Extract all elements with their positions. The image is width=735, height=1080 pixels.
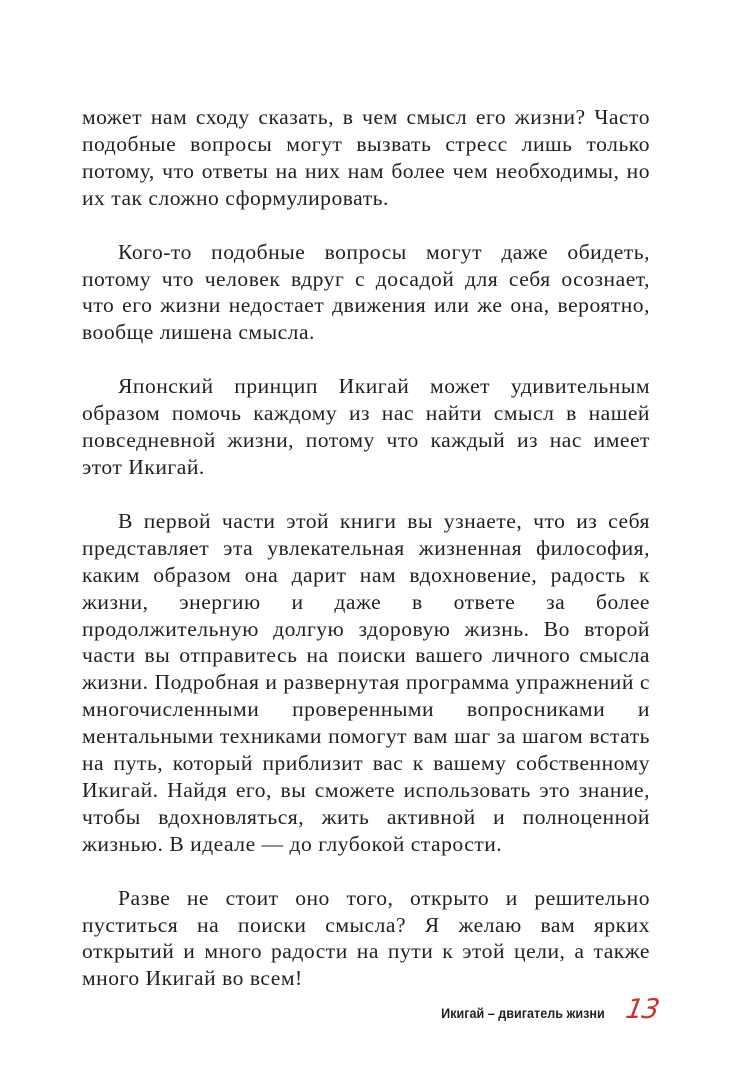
running-head: Икигай – двигатель жизни: [441, 1005, 605, 1021]
paragraph-5: Разве не стоит оно того, открыто и решительно пуститься на поиски смысла? Я желаю вам ярких открытий и много радости на пути к этой цели, а также много Икигай во всем!: [82, 885, 650, 991]
paragraph-1: может нам сходу сказать, в чем смысл его жизни? Часто подобные вопросы могут вызвать стресс лишь только потому, что ответы на них нам более чем необходимы, но их так сложно сформулировать.: [82, 105, 650, 210]
paragraph-2: Кого-то подобные вопросы могут даже обидеть, потому что человек вдруг с досадой для себя осознает, что его жизни недостает движения или же она, вероятно, вообще лишена смысла.: [82, 239, 650, 345]
body-text: [82, 104, 650, 1019]
page-number: 13: [623, 994, 662, 1025]
paragraph-4: В первой части этой книги вы узнаете, что из себя представляет эта увлекательная жизненная философия, каким образом она дарит нам вдохновение, радость к жизни, энергию и даже в ответе за более продолжительную долгую здоровую жизнь. Во второй части вы отправитесь на поиски вашего личного смысла жизни. Подробная и развернутая программа упражнений с многочисленными проверенными вопросниками и ментальными техниками помогут вам шаг за шагом встать на путь, который приблизит вас к вашему собственному Икигай. Найдя его, вы сможете использовать это знание, чтобы вдохновляться, жить активной и полноценной жизнью. В идеале — до глубокой старости.: [82, 508, 650, 856]
page-footer: [0, 996, 735, 1036]
paragraph-3: Японский принцип Икигай может удивительным образом помочь каждому из нас найти смысл в нашей повседневной жизни, потому что каждый из нас имеет этот Икигай.: [82, 374, 650, 479]
